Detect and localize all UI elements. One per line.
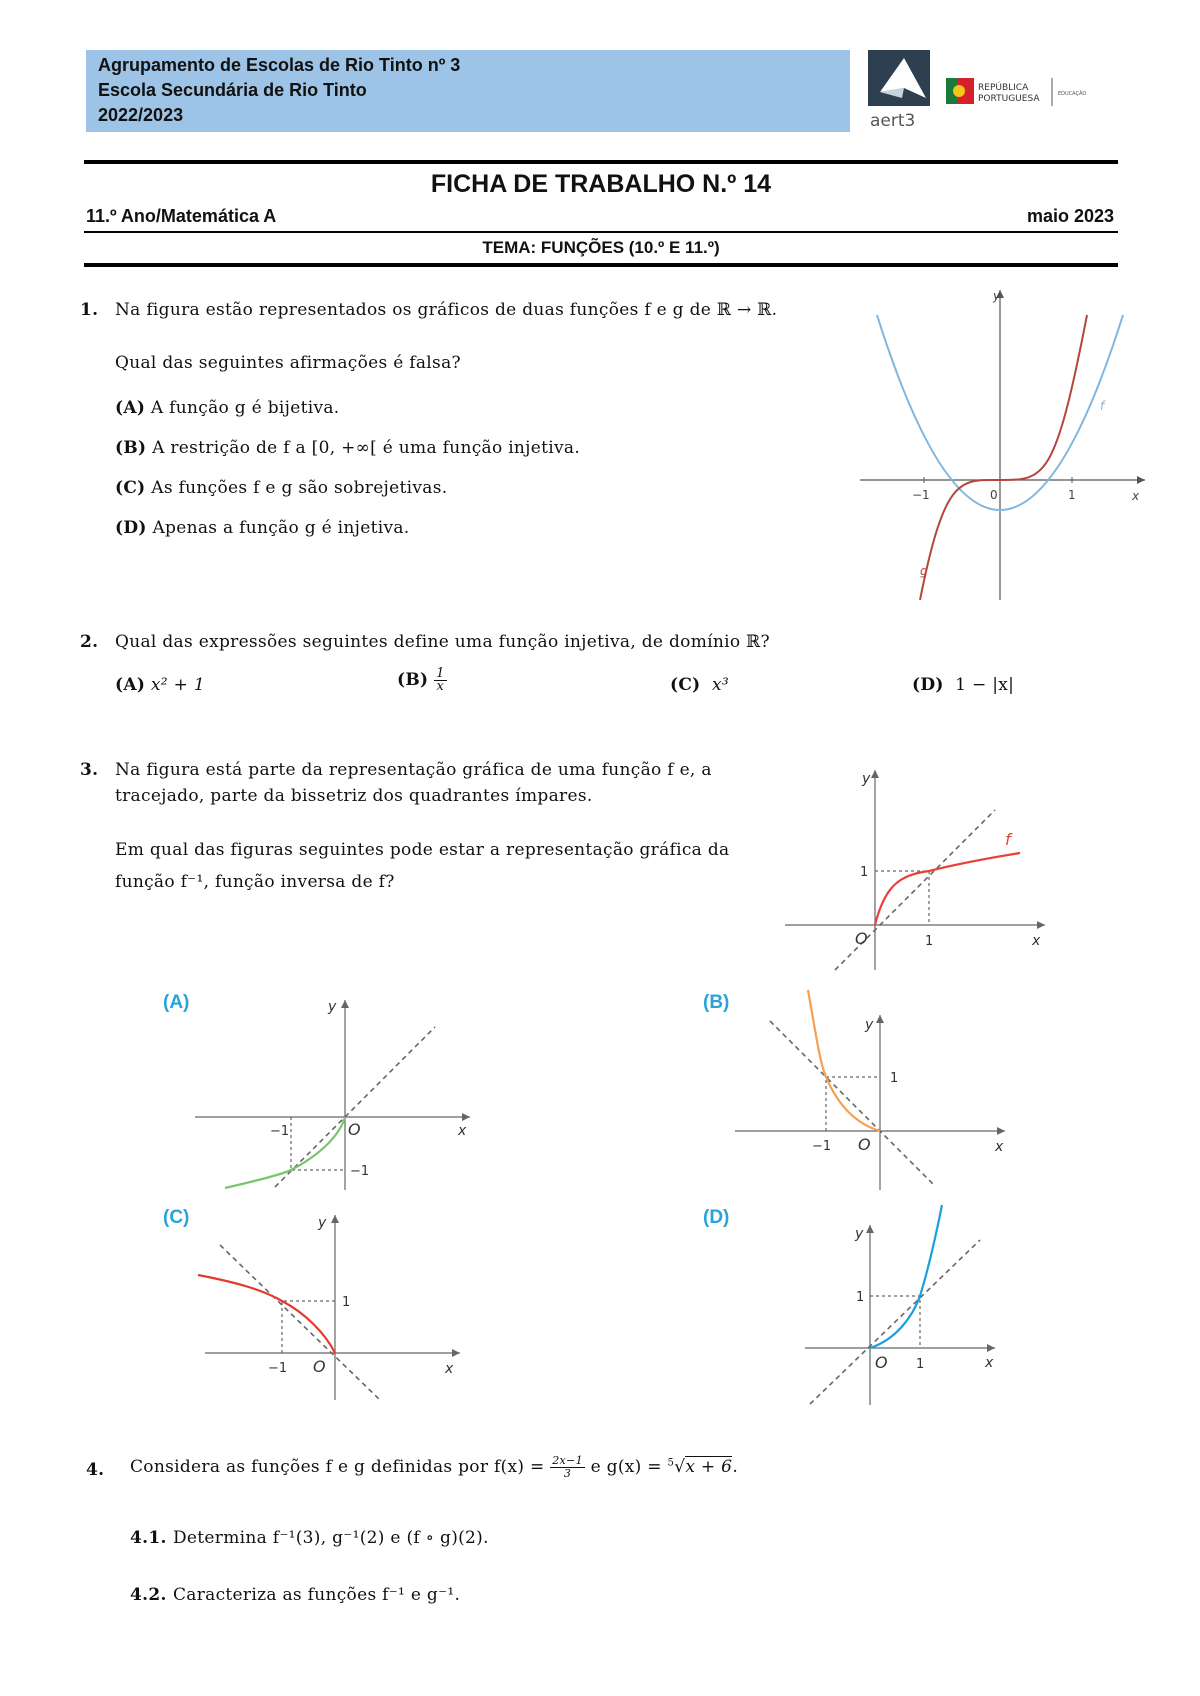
- svg-text:0: 0: [990, 488, 998, 502]
- svg-text:−1: −1: [350, 1164, 370, 1179]
- q3-fig-a-label[interactable]: (A): [163, 992, 190, 1013]
- date-label: maio 2023: [1026, 206, 1114, 226]
- school-year: 2022/2023: [98, 105, 184, 125]
- svg-text:aert3: aert3: [870, 111, 916, 131]
- svg-text:O: O: [875, 1353, 888, 1372]
- q3-statement-line1: Na figura está parte da representação gráfica de uma função f e, a: [115, 760, 712, 780]
- q1-option-b[interactable]: (B) A restrição de f a [0, +∞[ é uma função injetiva.: [115, 438, 581, 458]
- q4-1-statement: Determina f⁻¹(3), g⁻¹(2) e (f ∘ g)(2).: [173, 1528, 489, 1548]
- q3-number: 3.: [80, 760, 99, 780]
- school-name: Escola Secundária de Rio Tinto: [98, 80, 367, 100]
- q4-1-number: 4.1.: [130, 1528, 167, 1548]
- republica-portuguesa-logo: [944, 74, 1104, 114]
- svg-text:x: x: [458, 1123, 467, 1139]
- title-rule-mid: [84, 231, 1118, 233]
- q4-2-statement: Caracteriza as funções f⁻¹ e g⁻¹.: [173, 1585, 461, 1605]
- q1-statement: Na figura estão representados os gráficos de duas funções f e g de ℝ → ℝ.: [115, 300, 778, 320]
- svg-text:y: y: [328, 999, 337, 1015]
- theme-label: TEMA: FUNÇÕES (10.º E 11.º): [482, 238, 720, 257]
- svg-text:−1: −1: [912, 488, 930, 502]
- svg-text:y: y: [318, 1215, 327, 1231]
- q1-question: Qual das seguintes afirmações é falsa?: [115, 353, 461, 373]
- q1-option-a[interactable]: (A) A função g é bijetiva.: [115, 398, 340, 418]
- q3-fig-c[interactable]: [190, 1205, 490, 1405]
- q3-fig-d[interactable]: [800, 1200, 1010, 1410]
- svg-text:O: O: [855, 929, 868, 948]
- svg-text:x: x: [1032, 933, 1041, 949]
- q3-question-line1: Em qual das figuras seguintes pode estar a representação gráfica da: [115, 840, 730, 860]
- q3-fig-a[interactable]: [190, 995, 490, 1195]
- q1-option-d[interactable]: (D) Apenas a função g é injetiva.: [115, 518, 410, 538]
- title-rule-bottom: [84, 263, 1118, 267]
- svg-text:g: g: [920, 564, 928, 578]
- svg-text:y: y: [855, 1226, 864, 1242]
- svg-text:x: x: [445, 1361, 454, 1377]
- q3-main-graph: [780, 765, 1060, 975]
- svg-text:y: y: [865, 1017, 874, 1033]
- q3-fig-b[interactable]: [730, 985, 1020, 1195]
- svg-text:1: 1: [916, 1357, 925, 1372]
- q4-2-number: 4.2.: [130, 1585, 167, 1605]
- q1-option-c[interactable]: (C) As funções f e g são sobrejetivas.: [115, 478, 448, 498]
- svg-text:f: f: [1100, 399, 1105, 413]
- aert-logo: [866, 48, 936, 132]
- svg-text:f: f: [1005, 830, 1011, 849]
- svg-text:1: 1: [890, 1071, 899, 1086]
- q3-fig-b-label[interactable]: (B): [703, 992, 730, 1013]
- q3-question-line2: função f⁻¹, função inversa de f?: [115, 872, 395, 892]
- svg-text:x: x: [985, 1355, 994, 1371]
- school-group-name: Agrupamento de Escolas de Rio Tinto nº 3: [98, 55, 461, 75]
- svg-text:REPÚBLICA: REPÚBLICA: [978, 83, 1029, 93]
- svg-text:O: O: [858, 1135, 871, 1154]
- q4-statement: Considera as funções f e g definidas por f(x) = $\frac{2x-1}{3}$ e g(x) = $^5$√x + 6.: [130, 1454, 739, 1480]
- q3-statement-line2: tracejado, parte da bissetriz dos quadrantes ímpares.: [115, 786, 593, 806]
- svg-text:EDUCAÇÃO: EDUCAÇÃO: [1058, 91, 1087, 97]
- svg-text:−1: −1: [270, 1124, 290, 1139]
- svg-text:x: x: [1132, 489, 1140, 503]
- q2-statement: Qual das expressões seguintes define uma função injetiva, de domínio ℝ?: [115, 632, 770, 652]
- class-subject: 11.º Ano/Matemática A: [86, 206, 277, 226]
- svg-text:1: 1: [1068, 488, 1076, 502]
- svg-text:O: O: [313, 1357, 326, 1376]
- q1-number: 1.: [80, 300, 99, 320]
- q2-option-b[interactable]: (B) $\frac{1}{x}$: [397, 666, 445, 694]
- page-title: FICHA DE TRABALHO N.º 14: [430, 170, 772, 198]
- q2-option-c[interactable]: (C) x³: [670, 675, 729, 695]
- svg-text:x: x: [995, 1139, 1004, 1155]
- q2-number: 2.: [80, 632, 99, 652]
- q1-graph: [850, 285, 1150, 605]
- svg-text:1: 1: [342, 1295, 351, 1310]
- svg-text:1: 1: [925, 934, 934, 949]
- q3-fig-c-label[interactable]: (C): [163, 1207, 190, 1228]
- school-header-box: [86, 50, 850, 132]
- svg-text:O: O: [348, 1120, 361, 1139]
- q3-fig-d-label[interactable]: (D): [703, 1207, 730, 1228]
- q2-option-d[interactable]: (D) 1 − |x|: [912, 675, 1015, 695]
- svg-text:−1: −1: [268, 1361, 288, 1376]
- svg-text:1: 1: [856, 1290, 865, 1305]
- svg-text:1: 1: [860, 865, 869, 880]
- q2-option-a[interactable]: (A) x² + 1: [115, 675, 205, 695]
- svg-text:y: y: [862, 771, 871, 787]
- q4-number: 4.: [86, 1460, 105, 1480]
- svg-text:PORTUGUESA: PORTUGUESA: [978, 94, 1040, 104]
- svg-text:y: y: [993, 289, 1001, 303]
- svg-text:−1: −1: [812, 1139, 832, 1154]
- title-rule-top: [84, 160, 1118, 164]
